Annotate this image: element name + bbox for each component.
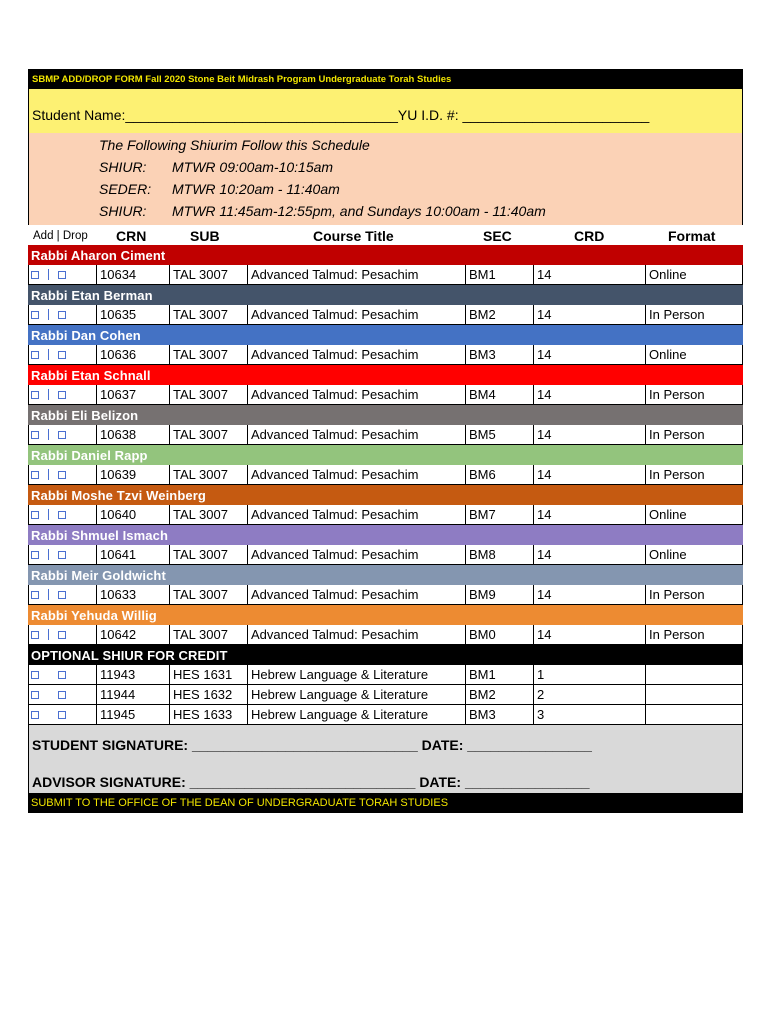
divider — [48, 389, 49, 400]
crd-cell: 14 — [533, 345, 645, 364]
crn-cell: 11944 — [96, 685, 169, 704]
drop-checkbox[interactable] — [58, 311, 66, 319]
sub-cell: TAL 3007 — [169, 505, 247, 524]
divider — [48, 269, 49, 280]
schedule-box — [28, 133, 743, 225]
sub-cell: TAL 3007 — [169, 345, 247, 364]
schedule-label: SHIUR: — [99, 159, 147, 175]
format-cell — [645, 685, 743, 704]
format-cell: In Person — [645, 385, 743, 404]
course-title-cell: Advanced Talmud: Pesachim — [247, 345, 465, 364]
course-row — [28, 505, 743, 525]
instructor-header: Rabbi Eli Belizon — [28, 405, 743, 425]
add-checkbox[interactable] — [31, 591, 39, 599]
header-crn: CRN — [116, 228, 147, 244]
sec-cell: BM2 — [465, 685, 533, 704]
course-row — [28, 545, 743, 565]
crd-cell: 14 — [533, 585, 645, 604]
schedule-value: MTWR 11:45am-12:55pm, and Sundays 10:00am - 11:40am — [172, 203, 546, 219]
header-crd: CRD — [574, 228, 605, 244]
sub-cell: TAL 3007 — [169, 585, 247, 604]
format-cell: Online — [645, 545, 743, 564]
crn-cell: 10636 — [96, 345, 169, 364]
add-drop-cell — [28, 265, 96, 284]
sub-cell: HES 1633 — [169, 705, 247, 724]
course-row — [28, 265, 743, 285]
instructor-header: Rabbi Etan Schnall — [28, 365, 743, 385]
submit-instructions: SUBMIT TO THE OFFICE OF THE DEAN OF UNDERGRADUATE TORAH STUDIES — [28, 793, 743, 813]
crn-cell: 10641 — [96, 545, 169, 564]
add-checkbox[interactable] — [31, 351, 39, 359]
course-title-cell: Advanced Talmud: Pesachim — [247, 545, 465, 564]
instructor-header: Rabbi Etan Berman — [28, 285, 743, 305]
drop-checkbox[interactable] — [58, 431, 66, 439]
course-row — [28, 625, 743, 645]
course-title-cell: Advanced Talmud: Pesachim — [247, 505, 465, 524]
add-checkbox[interactable] — [31, 391, 39, 399]
divider — [48, 349, 49, 360]
add-drop-cell — [28, 305, 96, 324]
sub-cell: TAL 3007 — [169, 265, 247, 284]
divider — [48, 509, 49, 520]
drop-checkbox[interactable] — [58, 271, 66, 279]
crd-cell: 14 — [533, 265, 645, 284]
course-title-cell: Advanced Talmud: Pesachim — [247, 425, 465, 444]
drop-checkbox[interactable] — [58, 551, 66, 559]
crd-cell: 14 — [533, 505, 645, 524]
course-row — [28, 345, 743, 365]
crn-cell: 10642 — [96, 625, 169, 644]
add-drop-cell — [28, 685, 96, 704]
add-drop-cell — [28, 505, 96, 524]
instructor-header: Rabbi Yehuda Willig — [28, 605, 743, 625]
drop-checkbox[interactable] — [58, 391, 66, 399]
add-drop-cell — [28, 345, 96, 364]
add-drop-form — [28, 69, 743, 813]
sub-cell: TAL 3007 — [169, 385, 247, 404]
header-course-title: Course Title — [313, 228, 394, 244]
add-checkbox[interactable] — [31, 631, 39, 639]
crn-cell: 10635 — [96, 305, 169, 324]
sub-cell: HES 1632 — [169, 685, 247, 704]
sec-cell: BM1 — [465, 665, 533, 684]
divider — [48, 629, 49, 640]
sec-cell: BM2 — [465, 305, 533, 324]
schedule-value: MTWR 10:20am - 11:40am — [172, 181, 340, 197]
crd-cell: 3 — [533, 705, 645, 724]
add-checkbox[interactable] — [31, 691, 39, 699]
course-title-cell: Advanced Talmud: Pesachim — [247, 305, 465, 324]
crn-cell: 11945 — [96, 705, 169, 724]
format-cell: Online — [645, 345, 743, 364]
drop-checkbox[interactable] — [58, 511, 66, 519]
schedule-value: MTWR 09:00am-10:15am — [172, 159, 334, 175]
optional-rows — [28, 665, 743, 725]
advisor-signature-line[interactable]: ADVISOR SIGNATURE: _____________________________ DATE: ________________ — [32, 774, 590, 790]
schedule-heading: The Following Shiurim Follow this Schedule — [99, 137, 370, 153]
instructor-header: Rabbi Meir Goldwicht — [28, 565, 743, 585]
sec-cell: BM6 — [465, 465, 533, 484]
add-drop-cell — [28, 425, 96, 444]
crn-cell: 10638 — [96, 425, 169, 444]
format-cell: Online — [645, 505, 743, 524]
sec-cell: BM0 — [465, 625, 533, 644]
add-checkbox[interactable] — [31, 471, 39, 479]
format-cell: In Person — [645, 305, 743, 324]
sec-cell: BM1 — [465, 265, 533, 284]
instructor-header: Rabbi Aharon Ciment — [28, 245, 743, 265]
crn-cell: 10637 — [96, 385, 169, 404]
add-checkbox[interactable] — [31, 431, 39, 439]
course-row — [28, 685, 743, 705]
course-row — [28, 585, 743, 605]
divider — [48, 429, 49, 440]
schedule-line — [99, 181, 340, 197]
drop-checkbox[interactable] — [58, 631, 66, 639]
header-add-drop: Add | Drop — [33, 230, 88, 242]
course-title-cell: Advanced Talmud: Pesachim — [247, 465, 465, 484]
format-cell: In Person — [645, 425, 743, 444]
instructor-header: Rabbi Dan Cohen — [28, 325, 743, 345]
format-cell: Online — [645, 265, 743, 284]
add-checkbox[interactable] — [31, 271, 39, 279]
crd-cell: 14 — [533, 625, 645, 644]
sub-cell: HES 1631 — [169, 665, 247, 684]
sub-cell: TAL 3007 — [169, 545, 247, 564]
sec-cell: BM9 — [465, 585, 533, 604]
add-checkbox[interactable] — [31, 711, 39, 719]
sec-cell: BM4 — [465, 385, 533, 404]
divider — [48, 309, 49, 320]
divider — [48, 589, 49, 600]
sub-cell: TAL 3007 — [169, 465, 247, 484]
instructor-header: Rabbi Moshe Tzvi Weinberg — [28, 485, 743, 505]
sub-cell: TAL 3007 — [169, 305, 247, 324]
crd-cell: 1 — [533, 665, 645, 684]
format-cell: In Person — [645, 625, 743, 644]
optional-section-header: OPTIONAL SHIUR FOR CREDIT — [28, 645, 743, 665]
instructor-header: Rabbi Daniel Rapp — [28, 445, 743, 465]
form-title: SBMP ADD/DROP FORM Fall 2020 Stone Beit Midrash Program Undergraduate Torah Studies — [28, 69, 743, 89]
course-title-cell: Advanced Talmud: Pesachim — [247, 625, 465, 644]
add-drop-cell — [28, 585, 96, 604]
instructor-header: Rabbi Shmuel Ismach — [28, 525, 743, 545]
format-cell: In Person — [645, 465, 743, 484]
drop-checkbox[interactable] — [58, 471, 66, 479]
sec-cell: BM5 — [465, 425, 533, 444]
schedule-label: SHIUR: — [99, 203, 147, 219]
add-checkbox[interactable] — [31, 311, 39, 319]
course-row — [28, 425, 743, 445]
course-row — [28, 665, 743, 685]
course-title-cell: Advanced Talmud: Pesachim — [247, 265, 465, 284]
crd-cell: 14 — [533, 305, 645, 324]
sec-cell: BM3 — [465, 345, 533, 364]
sec-cell: BM7 — [465, 505, 533, 524]
drop-checkbox[interactable] — [58, 671, 66, 679]
header-sub: SUB — [190, 228, 220, 244]
crn-cell: 10633 — [96, 585, 169, 604]
drop-checkbox[interactable] — [58, 711, 66, 719]
sub-cell: TAL 3007 — [169, 625, 247, 644]
sub-cell: TAL 3007 — [169, 425, 247, 444]
table-header — [28, 225, 743, 245]
course-title-cell: Hebrew Language & Literature — [247, 705, 465, 724]
sec-cell: BM8 — [465, 545, 533, 564]
student-name-line[interactable]: Student Name:___________________________________YU I.D. #: ________________________ — [28, 89, 743, 133]
header-format: Format — [668, 228, 716, 244]
sec-cell: BM3 — [465, 705, 533, 724]
crd-cell: 14 — [533, 545, 645, 564]
drop-checkbox[interactable] — [58, 691, 66, 699]
schedule-line — [99, 159, 333, 175]
schedule-label: SEDER: — [99, 181, 152, 197]
add-drop-cell — [28, 665, 96, 684]
add-drop-cell — [28, 545, 96, 564]
add-drop-cell — [28, 465, 96, 484]
divider — [48, 549, 49, 560]
course-row — [28, 385, 743, 405]
crn-cell: 11943 — [96, 665, 169, 684]
crn-cell: 10640 — [96, 505, 169, 524]
course-row — [28, 305, 743, 325]
course-title-cell: Hebrew Language & Literature — [247, 665, 465, 684]
add-drop-cell — [28, 705, 96, 724]
format-cell — [645, 665, 743, 684]
crd-cell: 2 — [533, 685, 645, 704]
course-row — [28, 705, 743, 725]
schedule-line — [99, 203, 546, 219]
drop-checkbox[interactable] — [58, 351, 66, 359]
add-drop-cell — [28, 625, 96, 644]
crd-cell: 14 — [533, 385, 645, 404]
course-title-cell: Advanced Talmud: Pesachim — [247, 585, 465, 604]
course-title-cell: Hebrew Language & Literature — [247, 685, 465, 704]
divider — [48, 469, 49, 480]
course-title-cell: Advanced Talmud: Pesachim — [247, 385, 465, 404]
format-cell: In Person — [645, 585, 743, 604]
crd-cell: 14 — [533, 465, 645, 484]
add-checkbox[interactable] — [31, 671, 39, 679]
add-checkbox[interactable] — [31, 551, 39, 559]
crd-cell: 14 — [533, 425, 645, 444]
student-signature-line[interactable]: STUDENT SIGNATURE: _____________________________ DATE: ________________ — [32, 737, 592, 753]
sections-list — [28, 245, 743, 645]
add-drop-cell — [28, 385, 96, 404]
signature-box — [28, 725, 743, 793]
crn-cell: 10639 — [96, 465, 169, 484]
course-row — [28, 465, 743, 485]
format-cell — [645, 705, 743, 724]
crn-cell: 10634 — [96, 265, 169, 284]
drop-checkbox[interactable] — [58, 591, 66, 599]
add-checkbox[interactable] — [31, 511, 39, 519]
header-sec: SEC — [483, 228, 512, 244]
